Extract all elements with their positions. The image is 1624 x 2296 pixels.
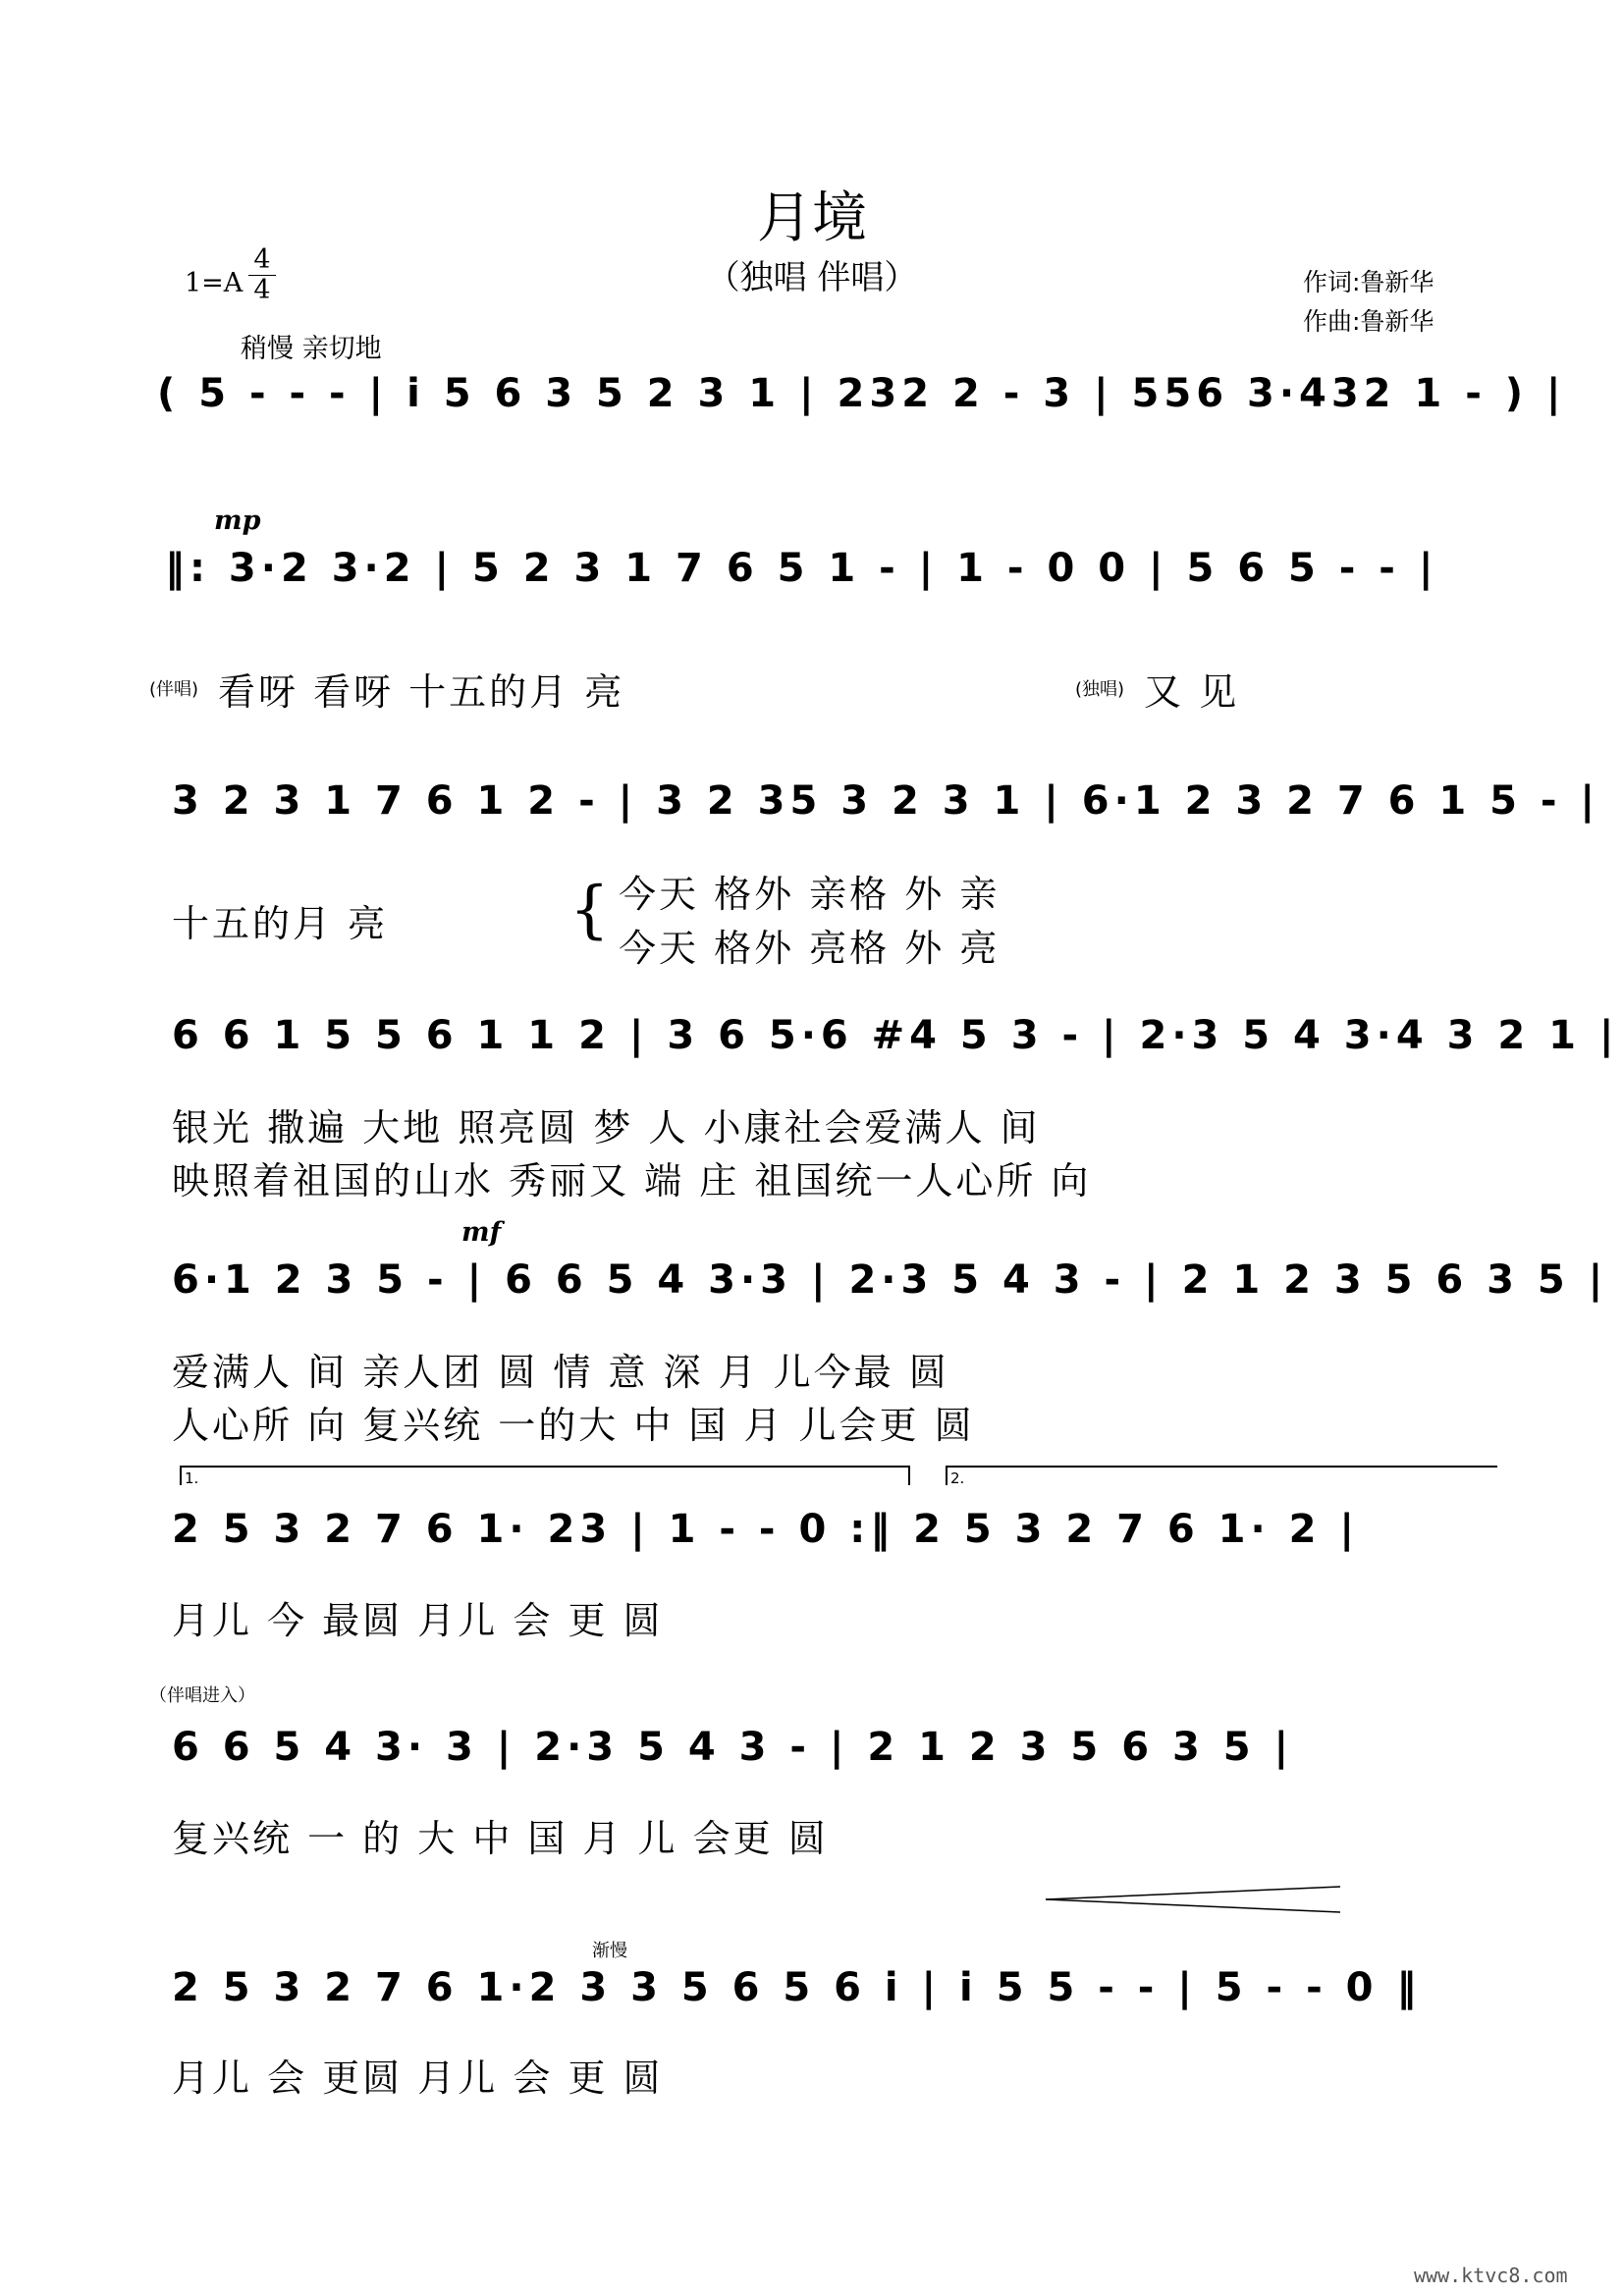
notation-line-6: 2 5 3 2 7 6 1· 23 | 1 - - 0 :‖ 2 5 3 2 7 6 1· 2 |: [172, 1507, 1359, 1552]
lyric-line-3b-1: 今天 格外 亲格 外 亲: [619, 873, 1001, 916]
time-signature-denominator: 4: [248, 275, 276, 305]
notation-line-1: ( 5 - - - | i 5 6 3 5 2 3 1 | 232 2 - 3 | 556 3·432 1 - ) |: [157, 371, 1566, 416]
notation-line-7: 6 6 5 4 3· 3 | 2·3 5 4 3 - | 2 1 2 3 5 6 3 5 |: [172, 1725, 1294, 1770]
notation-line-4: 6 6 1 5 5 6 1 1 2 | 3 6 5·6 #4 5 3 - | 2·3 5 4 3·4 3 2 1 |: [172, 1013, 1619, 1058]
dynamic-mp: mp: [214, 506, 261, 536]
time-signature-numerator: 4: [253, 244, 271, 275]
second-ending-label: 2.: [950, 1469, 965, 1487]
lyric-line-7: 复兴统 一 的 大 中 国 月 儿 会更 圆: [172, 1817, 829, 1860]
composer-credit: 作曲:鲁新华: [1303, 307, 1435, 336]
lyric-line-2b: 又 见: [1144, 670, 1240, 714]
lyric-line-5a: 爱满人 间 亲人团 圆 情 意 深 月 儿今最 圆: [172, 1351, 949, 1394]
time-signature: [248, 245, 276, 304]
lyric-line-6: 月儿 今 最圆 月儿 会 更 圆: [172, 1599, 664, 1642]
lyric-line-4b: 映照着祖国的山水 秀丽又 端 庄 祖国统一人心所 向: [172, 1159, 1092, 1202]
song-subtitle: （独唱 伴唱）: [706, 258, 918, 297]
lyric-brace: {: [569, 874, 610, 946]
lyric-tag-solo: (独唱): [1075, 679, 1125, 700]
backing-entry-tag: （伴唱进入）: [149, 1685, 255, 1706]
lyric-line-5b: 人心所 向 复兴统 一的大 中 国 月 儿会更 圆: [172, 1404, 975, 1447]
lyric-line-4a: 银光 撒遍 大地 照亮圆 梦 人 小康社会爱满人 间: [172, 1106, 1041, 1149]
tempo-change-marking: 渐慢: [592, 1941, 627, 1961]
lyric-line-2a: 看呀 看呀 十五的月 亮: [218, 670, 625, 714]
second-ending-bracket: [946, 1466, 1497, 1485]
lyric-line-3b-2: 今天 格外 亮格 外 亮: [619, 927, 1001, 970]
key-signature: 1=A: [185, 268, 244, 298]
tempo-marking: 稍慢 亲切地: [241, 334, 382, 364]
notation-line-3: 3 2 3 1 7 6 1 2 - | 3 2 35 3 2 3 1 | 6·1 2 3 2 7 6 1 5 - |: [172, 778, 1600, 824]
lyric-tag-backing: (伴唱): [149, 679, 199, 700]
site-watermark: www.ktvc8.com: [1414, 2264, 1568, 2287]
first-ending-label: 1.: [185, 1469, 199, 1487]
notation-line-5: 6·1 2 3 5 - | 6 6 5 4 3·3 | 2·3 5 4 3 - | 2 1 2 3 5 6 3 5 |: [172, 1257, 1608, 1303]
lyricist-credit: 作词:鲁新华: [1303, 268, 1435, 296]
first-ending-bracket: [180, 1466, 910, 1485]
lyric-line-3a: 十五的月 亮: [172, 902, 389, 945]
song-title: 月境: [757, 187, 867, 250]
notation-line-2: ‖: 3·2 3·2 | 5 2 3 1 7 6 5 1 - | 1 - 0 0 | 5 6 5 - - |: [165, 546, 1438, 591]
lyric-line-8: 月儿 会 更圆 月儿 会 更 圆: [172, 2056, 664, 2100]
notation-line-8: 2 5 3 2 7 6 1·2 3 3 5 6 5 6 i | i 5 5 - - | 5 - - 0 ‖: [172, 1965, 1422, 2010]
hairpin-mark: [1046, 1885, 1350, 1914]
dynamic-mf: mf: [461, 1217, 502, 1248]
